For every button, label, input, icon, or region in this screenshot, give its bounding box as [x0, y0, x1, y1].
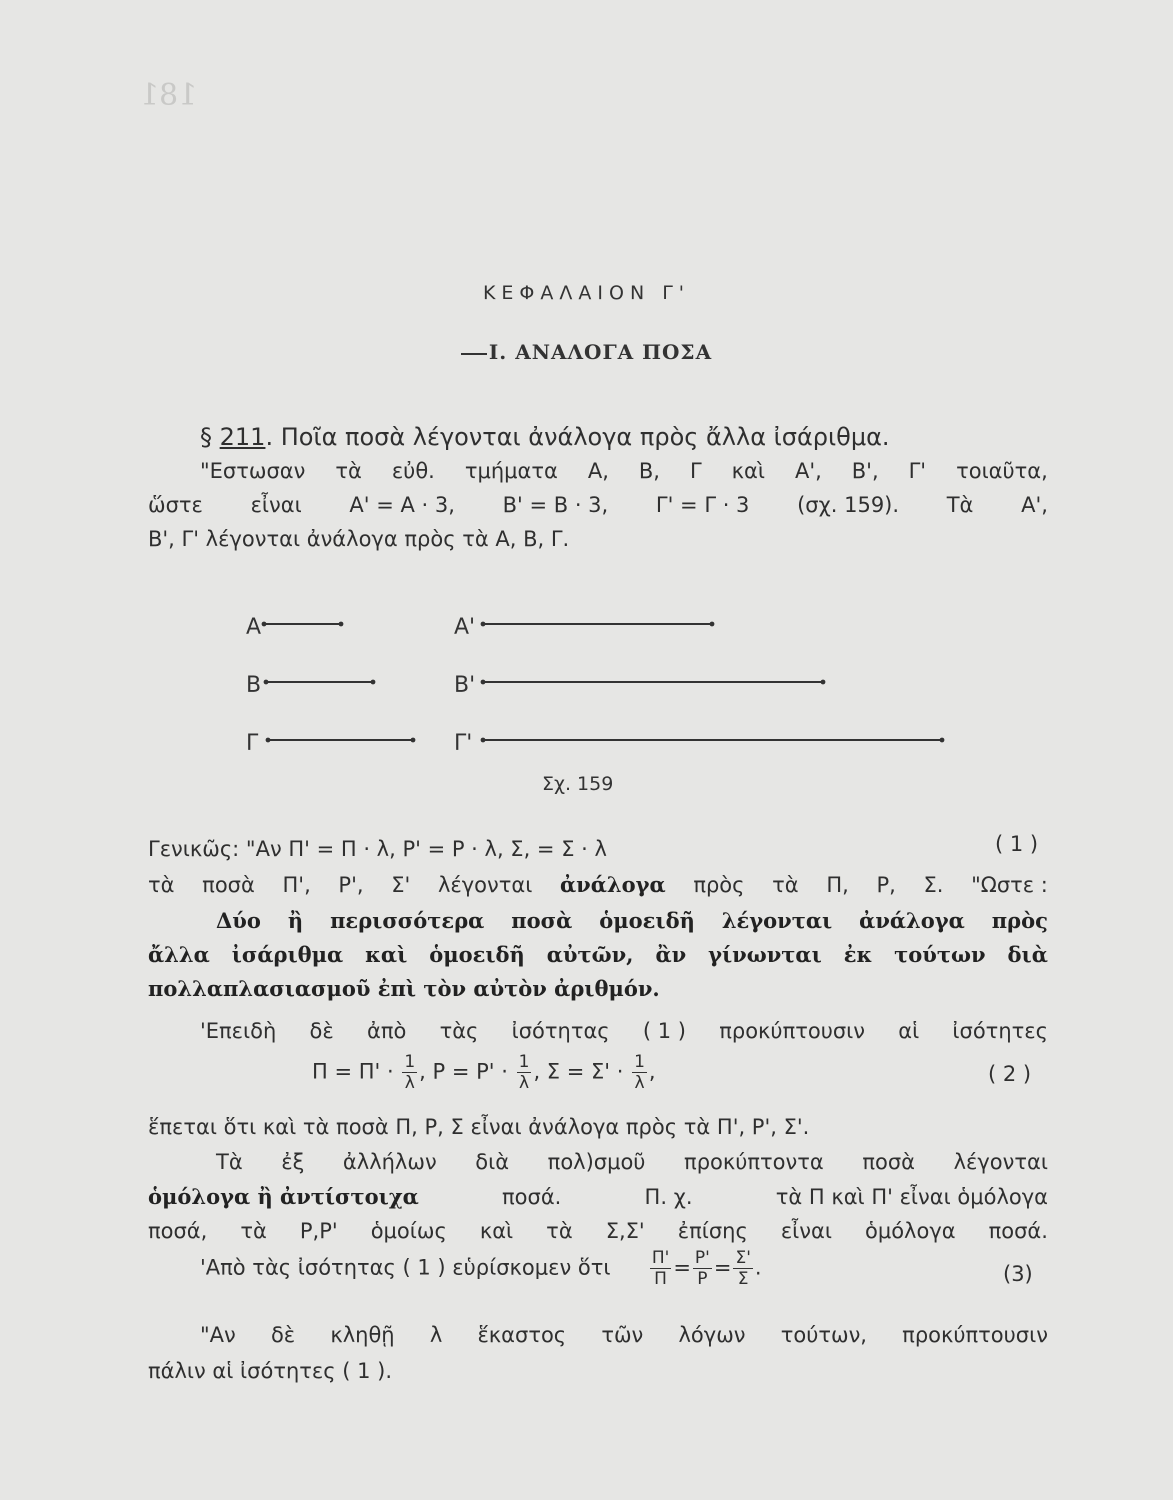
homologous-line-2: ὁμόλογα ἢ ἀντίστοιχα ποσά. Π. χ. τὰ Π καὶ Π' εἶναι ὁμόλογα	[148, 1184, 1048, 1209]
equation-3-text: 'Απὸ τὰς ἰσότητας ( 1 ) εὑρίσκομεν ὅτι	[200, 1255, 611, 1280]
par211-line-1: "Εστωσαν τὰ εὐθ. τμήματα Α, Β, Γ καὶ Α', Β', Γ' τοιαῦτα,	[200, 459, 1048, 483]
fraction-one-over-lambda: $\frac{1}{\lambda}$	[634, 1052, 645, 1093]
fraction-rho: $\frac{P'}{P}$	[694, 1248, 710, 1289]
figure-caption: Σχ. 159	[542, 773, 614, 795]
equation-2: Π = Π' · $\frac{1}{\lambda}$ , Ρ = Ρ' · $\frac{1}{\lambda}$ , Σ = Σ' · $\frac{1}{\lambda}$ ,	[312, 1052, 656, 1093]
final-line-1: "Αν δὲ κληθῇ λ ἕκαστος τῶν λόγων τούτων, προκύπτουσιν	[200, 1323, 1048, 1347]
final-line-2: πάλιν αἱ ἰσότητες ( 1 ).	[148, 1359, 393, 1383]
homologous-line-3: ποσά, τὰ Ρ,Ρ' ὁμοίως καὶ τὰ Σ,Σ' ἐπίσης εἶναι ὁμόλογα ποσά.	[148, 1219, 1048, 1243]
equation-1-number: ( 1 )	[995, 832, 1039, 856]
label-B: Β	[246, 673, 262, 698]
par211-line-2: ὥστε εἶναι Α' = Α · 3, Β' = Β · 3, Γ' = Γ · 3 (σχ. 159). Τὰ Α',	[148, 493, 1048, 517]
par211-line-3: Β', Γ' λέγονται ἀνάλογα πρὸς τὰ Α, Β, Γ.	[148, 527, 570, 551]
general-line-2: τὰ ποσὰ Π', Ρ', Σ' λέγονται ἀνάλογα πρὸς τὰ Π, Ρ, Σ. "Ωστε :	[148, 872, 1048, 897]
page-number: 181	[140, 78, 198, 113]
equation-1: Γενικῶς: "Αν Π' = Π · λ, Ρ' = Ρ · λ, Σ, = Σ · λ	[148, 837, 607, 861]
rule-line-1: Δύο ἢ περισσότερα ποσὰ ὁμοειδῆ λέγονται ἀνάλογα πρὸς	[216, 908, 1048, 933]
section-number: Ι.	[488, 340, 508, 364]
equation-3-number: (3)	[1003, 1262, 1033, 1286]
label-G: Γ	[246, 731, 259, 756]
label-A-prime: Α'	[454, 615, 476, 640]
paragraph-number: 211	[219, 423, 266, 451]
equation-2-number: ( 2 )	[988, 1062, 1032, 1086]
fraction-pi: $\frac{\Pi'}{\Pi}$	[651, 1248, 670, 1289]
since-line-1: 'Επειδὴ δὲ ἀπὸ τὰς ἰσότητας ( 1 ) προκύπτουσιν αἱ ἰσότητες	[200, 1019, 1048, 1043]
fraction-one-over-lambda: $\frac{1}{\lambda}$	[518, 1052, 530, 1093]
section-title-text: ΑΝΑΛΟΓΑ ΠΟΣΑ	[515, 340, 713, 364]
label-A: Α	[246, 615, 262, 640]
equation-3: 'Απὸ τὰς ἰσότητας ( 1 ) εὑρίσκομεν ὅτι $\frac{\Pi'}{\Pi}$ = $\frac{P'}{P}$ = $\frac{\Sigma'}{\Sigma}$ .	[200, 1248, 762, 1289]
label-B-prime: Β'	[454, 673, 476, 698]
rule-line-3: πολλαπλασιασμοῦ ἐπὶ τὸν αὐτὸν ἀριθμόν.	[148, 976, 660, 1001]
fraction-one-over-lambda: $\frac{1}{\lambda}$	[404, 1052, 416, 1093]
rule-line-2: ἄλλα ἰσάριθμα καὶ ὁμοειδῆ αὐτῶν, ἂν γίνωνται ἐκ τούτων διὰ	[148, 942, 1048, 967]
paragraph-heading-text: . Ποῖα ποσὰ λέγονται ἀνάλογα πρὸς ἄλλα ἰσάριθμα.	[265, 423, 890, 451]
chapter-heading: ΚΕΦΑΛΑΙΟΝ Γ'	[482, 282, 691, 304]
homologous-line-1: Τὰ ἐξ ἀλλήλων διὰ πολ)σμοῦ προκύπτοντα ποσὰ λέγονται	[216, 1150, 1048, 1174]
since-line-3: ἕπεται ὅτι καὶ τὰ ποσὰ Π, Ρ, Σ εἶναι ἀνάλογα πρὸς τὰ Π', Ρ', Σ'.	[148, 1115, 810, 1139]
fraction-sigma: $\frac{\Sigma'}{\Sigma}$	[735, 1248, 751, 1289]
section-sign: §	[200, 423, 212, 451]
label-G-prime: Γ'	[454, 731, 473, 756]
